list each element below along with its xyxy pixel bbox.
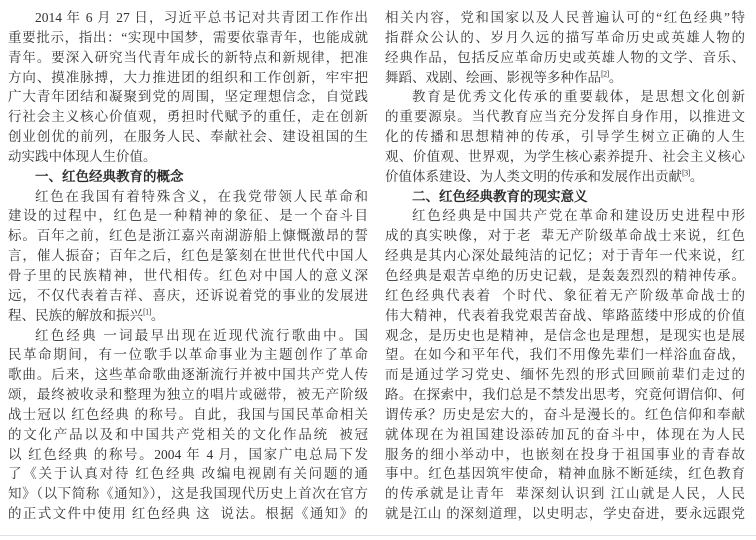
text-line: 的传承就是让青年 辈深刻认识到 江山就是人民，人民: [385, 486, 745, 502]
text-line: 经典作品，包括反应革命历史或英雄人物的文学、音乐、: [385, 49, 745, 65]
text-line: 2014 年 6 月 27 日，习近平总书记对共青团工作作出: [35, 10, 368, 25]
text-line: 就体现在为祖国建设添砖加瓦的奋斗中，体现在为人民: [385, 426, 745, 442]
text-line: 动实践中体现人生价值。: [8, 148, 157, 164]
text-line: 伟大精神，代表着我党艰苦奋战、筚路蓝缕中形成的价值: [385, 307, 745, 323]
text-line: 歌曲。后来，这些革命歌曲逐渐流行并被中国共产党人传: [8, 367, 368, 383]
section-heading: 二、红色经典教育的现实意义: [412, 188, 588, 204]
text-line: 教育是优秀文化传承的重要载体，是思想文化创新: [412, 89, 745, 105]
footnote-ref: [3]: [682, 168, 690, 178]
text-line: 战士冠以 红色经典 的称号。自此，我国与国民革命相关: [8, 406, 368, 422]
text-line: 远，不仅代表着吉祥、喜庆，还诉说着党的事业的发展进: [8, 287, 368, 303]
text-line: 民革命期间，有一位歌手以革命事业为主题创作了革命: [8, 347, 368, 363]
text-line: 就是江山 的深刻道理，以史明志，学史奋进，要永远跟党: [385, 506, 745, 522]
text-line: 方向、摸准脉搏，大力推进团的组织和工作创新，牢牢把: [8, 69, 368, 85]
text-line: 红色经典代表着 个时代、象征着无产阶级革命战士的: [385, 287, 745, 303]
text-line: 谓传承？历史是宏大的，奋斗是漫长的。红色信仰和奉献: [385, 406, 745, 422]
text-line: 重要批示，指出：“实现中国梦，需要依靠青年，也能成就: [8, 29, 368, 45]
text-line: 服务的细小举动中，也嵌刻在投身于祖国事业的青春故: [385, 446, 745, 462]
footnote-ref: [1]: [143, 307, 151, 317]
text-line: 以 红色经典 的称号。2004 年 4 月，国家广电总局下发: [8, 446, 368, 462]
text-column-right: [385, 8, 745, 524]
text-line: 的文化产品以及和中国共产党相关的文化作品统 被冠: [8, 426, 368, 442]
text-line: 红色经典是中国共产党在革命和建设历史进程中形: [412, 208, 745, 224]
text-line: 红色在我国有着特殊含义，在我党带领人民革命和: [35, 188, 368, 204]
text-line: 事中。红色基因筑牢使命，精神血脉不断延续，红色教育: [385, 466, 745, 482]
text-line: 红色经典 一词最早出现在近现代流行歌曲中。国: [35, 327, 368, 343]
section-heading: 一、红色经典教育的概念: [35, 168, 184, 184]
text-line: 化的传播和思想精神的传承，引导学生树立正确的人生: [385, 129, 745, 145]
text-line: 路。在探索中，我们总是不禁发出思考，究竟何谓信仰、何: [385, 387, 745, 403]
text-line: 望。在如今和平年代，我们不用像先辈们一样浴血奋战，: [385, 347, 745, 363]
text-line: 指群众公认的、岁月久远的描写革命历史或英雄人物的: [385, 29, 745, 45]
text-line: 知》（以下简称《通知》），这是我国现代历史上首次在官方: [8, 486, 368, 502]
text-line: 骨子里的民族精神，世代相传。红色对中国人的意义深: [8, 267, 368, 283]
text-line: 的正式文件中使用 红色经典 这 说法。根据《通知》的: [8, 506, 368, 522]
text-line: 了《关于认真对待 红色经典 改编电视剧有关问题的通: [8, 466, 368, 482]
text-line: 而是通过学习党史、缅怀先烈的形式回顾前辈们走过的: [385, 367, 745, 383]
text-line: 舞蹈、戏剧、绘画、影视等多种作品[2]。: [385, 69, 623, 85]
text-line: 程、民族的解放和振兴[1]。: [8, 307, 165, 323]
text-line: 成的真实映像，对于老 辈无产阶级革命战士来说，红色: [385, 228, 745, 244]
text-line: 建设的过程中，红色是一种精神的象征、是一个奋斗目: [8, 208, 368, 224]
footnote-ref: [2]: [601, 69, 609, 79]
text-column-left: [8, 8, 368, 524]
text-line: 青年。要深入研究当代青年成长的新特点和新规律，把准: [8, 49, 368, 65]
text-line: 颂，最终被收录和整理为独立的唱片或磁带，被无产阶级: [8, 387, 368, 403]
text-line: 广大青年团结和凝聚到党的周围，坚定理想信念，自觉践: [8, 89, 368, 105]
text-line: 言，催人振奋；百年之后，红色是篆刻在世世代代中国人: [8, 248, 368, 264]
text-line: 标。百年之前，红色是浙江嘉兴南湖游船上慷慨激昂的誓: [8, 228, 368, 244]
text-line: 色经典是艰苦卓绝的历史记载，是轰轰烈烈的精神传承。: [385, 267, 745, 283]
text-line: 观念，是历史也是精神，是信念也是理想，是现实也是展: [385, 327, 745, 343]
text-line: 创业创优的前列，在服务人民、奉献社会、建设祖国的生: [8, 129, 368, 145]
text-line: 经典是其内心深处最纯洁的记忆；对于青年一代来说，红: [385, 248, 745, 264]
text-line: 相关内容，党和国家以及人民普遍认可的“红色经典”特: [385, 10, 745, 25]
text-line: 价值体系建设、为人类文明的传承和发展作出贡献[3]。: [385, 168, 704, 184]
page-bottom-divider: [0, 535, 756, 536]
text-line: 行社会主义核心价值观，勇担时代赋予的重任，走在创新: [8, 109, 368, 125]
text-line: 的重要源泉。当代教育应当充分发挥自身作用，以推进文: [385, 109, 745, 125]
text-line: 观、价值观、世界观，为学生核心素养提升、社会主义核心: [385, 148, 745, 164]
